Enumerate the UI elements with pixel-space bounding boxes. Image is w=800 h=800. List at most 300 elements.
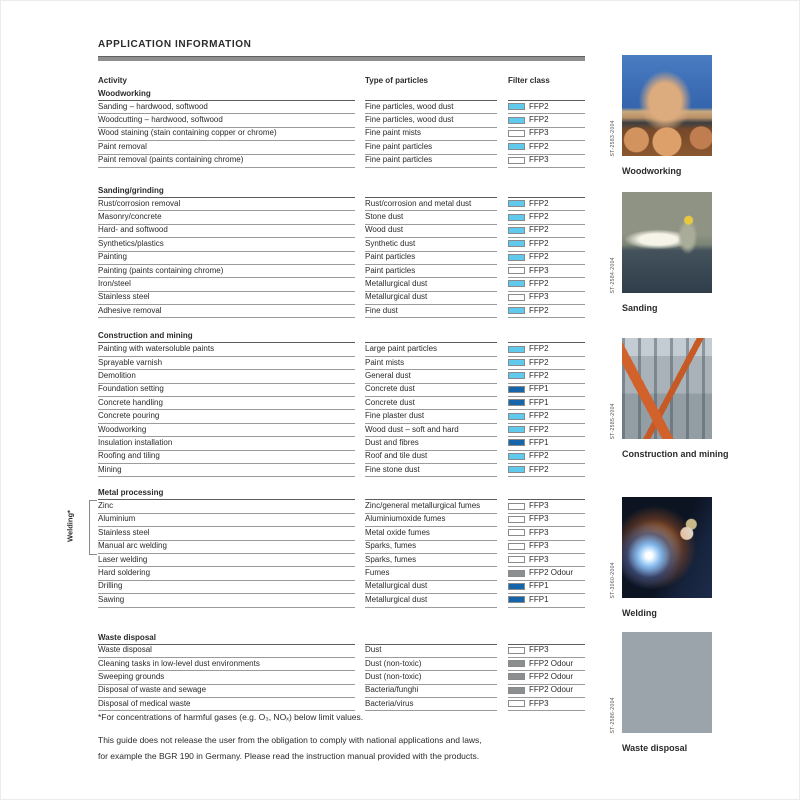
- activity-cell: [98, 291, 355, 305]
- activity-cell: [98, 553, 355, 567]
- filter-cell: [508, 396, 585, 410]
- activity-cell: [98, 237, 355, 251]
- section-title-row: [98, 185, 585, 197]
- filter-cell: [508, 197, 585, 211]
- table-row: [98, 409, 585, 422]
- table-row: [98, 580, 585, 593]
- table-row: [98, 291, 585, 304]
- table-row: [98, 383, 585, 396]
- filter-swatch: [508, 660, 525, 667]
- activity-cell: [98, 657, 355, 671]
- filter-cell: [508, 450, 585, 464]
- particles-cell: [365, 526, 497, 540]
- particles-label: Fine dust: [365, 305, 398, 315]
- activity-cell: [98, 409, 355, 423]
- particles-label: Wood dust: [365, 225, 404, 235]
- filter-swatch: [508, 647, 525, 654]
- activity-cell: [98, 197, 355, 211]
- table-sections: [98, 74, 585, 710]
- filter-cell: [508, 251, 585, 265]
- filter-swatch: [508, 386, 525, 393]
- photo-image: [610, 632, 712, 733]
- table-row: [98, 369, 585, 382]
- activity-cell: [98, 224, 355, 238]
- particles-label: Dust (non-toxic): [365, 658, 422, 668]
- filter-label: FFP1: [529, 594, 549, 604]
- filter-swatch: [508, 413, 525, 420]
- filter-swatch: [508, 503, 525, 510]
- table-row: [98, 593, 585, 606]
- activity-label: Laser welding: [98, 554, 148, 564]
- particles-label: Fine paint particles: [365, 141, 433, 151]
- particles-cell: [365, 396, 497, 410]
- filter-swatch: [508, 103, 525, 110]
- table-row: [98, 100, 585, 113]
- activity-label: Sanding – hardwood, softwood: [98, 101, 208, 111]
- filter-swatch: [508, 157, 525, 164]
- activity-cell: [98, 369, 355, 383]
- filter-swatch: [508, 543, 525, 550]
- table-row: [98, 499, 585, 512]
- particles-label: Dust (non-toxic): [365, 671, 422, 681]
- particles-cell: [365, 277, 497, 291]
- filter-label: FFP3: [529, 698, 549, 708]
- photo-code: ST-2585-2004: [610, 402, 616, 439]
- particles-cell: [365, 409, 497, 423]
- filter-label: FFP3: [529, 554, 549, 564]
- particles-label: Wood dust – soft and hard: [365, 424, 459, 434]
- particles-cell: [365, 697, 497, 711]
- activity-cell: [98, 670, 355, 684]
- activity-cell: [98, 356, 355, 370]
- particles-cell: [365, 369, 497, 383]
- section-title-row: [98, 88, 585, 100]
- activity-cell: [98, 264, 355, 278]
- activity-label: Rust/corrosion removal: [98, 198, 181, 208]
- table-row: [98, 513, 585, 526]
- particles-cell: [365, 342, 497, 356]
- particles-label: Concrete dust: [365, 397, 415, 407]
- photo-image: [610, 338, 712, 439]
- photo-caption: Construction and mining: [622, 449, 729, 459]
- activity-label: Iron/steel: [98, 278, 131, 288]
- section-title-row: [98, 330, 585, 342]
- table-row: [98, 264, 585, 277]
- filter-cell: [508, 697, 585, 711]
- particles-label: Concrete dust: [365, 384, 415, 394]
- particles-label: Paint mists: [365, 357, 405, 367]
- column-header-row: [98, 74, 585, 88]
- filter-label: FFP2 Odour: [529, 671, 574, 681]
- section-title: Sanding/grinding: [98, 185, 355, 198]
- table-row: [98, 356, 585, 369]
- particles-cell: [365, 499, 497, 513]
- filter-label: FFP3: [529, 645, 549, 655]
- table-row: [98, 154, 585, 167]
- activity-cell: [98, 140, 355, 154]
- particles-cell: [365, 684, 497, 698]
- filter-swatch: [508, 294, 525, 301]
- photo-code: ST-2583-2004: [610, 119, 616, 156]
- filter-label: FFP2: [529, 305, 549, 315]
- particles-cell: [365, 140, 497, 154]
- filter-label: FFP3: [529, 514, 549, 524]
- filter-swatch: [508, 583, 525, 590]
- filter-label: FFP2: [529, 424, 549, 434]
- table-row: [98, 304, 585, 317]
- filter-cell: [508, 342, 585, 356]
- section-title: Waste disposal: [98, 632, 355, 645]
- activity-cell: [98, 580, 355, 594]
- activity-label: Stainless steel: [98, 527, 150, 537]
- table-section: [98, 330, 585, 476]
- filter-cell: [508, 140, 585, 154]
- table-row: [98, 540, 585, 553]
- filter-swatch: [508, 214, 525, 221]
- activity-cell: [98, 251, 355, 265]
- filter-swatch: [508, 307, 525, 314]
- table-row: [98, 644, 585, 657]
- particles-label: Paint particles: [365, 265, 416, 275]
- activity-cell: [98, 154, 355, 168]
- filter-label: FFP2: [529, 278, 549, 288]
- filter-label: FFP2: [529, 225, 549, 235]
- particles-cell: [365, 197, 497, 211]
- filter-label: FFP2: [529, 344, 549, 354]
- filter-label: FFP2: [529, 198, 549, 208]
- activity-label: Woodcutting – hardwood, softwood: [98, 115, 223, 125]
- photo-code: ST-3060-2004: [610, 561, 616, 598]
- photo-caption: Welding: [622, 608, 657, 618]
- filter-label: FFP3: [529, 292, 549, 302]
- activity-label: Insulation installation: [98, 437, 173, 447]
- particles-label: General dust: [365, 370, 411, 380]
- filter-cell: [508, 383, 585, 397]
- filter-label: FFP3: [529, 527, 549, 537]
- table-row: [98, 423, 585, 436]
- photo-caption: Woodworking: [622, 166, 682, 176]
- photo-code: ST-2584-2004: [610, 256, 616, 293]
- particles-cell: [365, 113, 497, 127]
- photo-image: [610, 55, 712, 156]
- particles-label: Metallurgical dust: [365, 581, 428, 591]
- particles-label: Metallurgical dust: [365, 292, 428, 302]
- filter-cell: [508, 264, 585, 278]
- table-row: [98, 277, 585, 290]
- section-title: Woodworking: [98, 88, 355, 101]
- particles-cell: [365, 436, 497, 450]
- filter-swatch: [508, 254, 525, 261]
- particles-label: Sparks, fumes: [365, 541, 417, 551]
- filter-label: FFP3: [529, 501, 549, 511]
- activity-cell: [98, 526, 355, 540]
- filter-label: FFP3: [529, 128, 549, 138]
- activity-label: Wood staining (stain containing copper or chrome): [98, 128, 277, 138]
- photo-block: [610, 632, 712, 753]
- table-row: [98, 566, 585, 579]
- activity-cell: [98, 100, 355, 114]
- activity-cell: [98, 644, 355, 658]
- filter-swatch: [508, 359, 525, 366]
- activity-label: Masonry/concrete: [98, 212, 162, 222]
- filter-label: FFP1: [529, 397, 549, 407]
- filter-label: FFP2: [529, 370, 549, 380]
- filter-swatch: [508, 143, 525, 150]
- particles-cell: [365, 251, 497, 265]
- photo-block: [610, 192, 712, 313]
- welding-bracket: [89, 500, 97, 555]
- column-header-activity: Activity: [98, 76, 127, 85]
- column-header-particles: Type of particles: [365, 76, 428, 85]
- table-section: [98, 632, 585, 711]
- filter-cell: [508, 291, 585, 305]
- photo-block: [610, 497, 712, 618]
- photo-column: [610, 0, 792, 800]
- filter-swatch: [508, 596, 525, 603]
- particles-label: Fine particles, wood dust: [365, 101, 454, 111]
- filter-cell: [508, 436, 585, 450]
- filter-label: FFP1: [529, 437, 549, 447]
- activity-label: Concrete pouring: [98, 411, 160, 421]
- particles-cell: [365, 553, 497, 567]
- particles-label: Metallurgical dust: [365, 278, 428, 288]
- filter-label: FFP2: [529, 141, 549, 151]
- activity-cell: [98, 342, 355, 356]
- activity-label: Disposal of waste and sewage: [98, 685, 207, 695]
- filter-swatch: [508, 426, 525, 433]
- activity-label: Painting with watersoluble paints: [98, 344, 215, 354]
- table-row: [98, 450, 585, 463]
- particles-label: Fumes: [365, 568, 390, 578]
- activity-cell: [98, 113, 355, 127]
- filter-cell: [508, 369, 585, 383]
- filter-cell: [508, 113, 585, 127]
- filter-cell: [508, 409, 585, 423]
- activity-label: Hard- and softwood: [98, 225, 168, 235]
- activity-cell: [98, 463, 355, 477]
- particles-label: Metallurgical dust: [365, 594, 428, 604]
- table-section: [98, 487, 585, 606]
- activity-label: Zinc: [98, 501, 114, 511]
- filter-cell: [508, 154, 585, 168]
- photo-block: [610, 55, 712, 176]
- table-row: [98, 526, 585, 539]
- filter-cell: [508, 526, 585, 540]
- filter-swatch: [508, 439, 525, 446]
- section-title-row: [98, 632, 585, 644]
- filter-label: FFP2: [529, 115, 549, 125]
- particles-cell: [365, 127, 497, 141]
- activity-label: Adhesive removal: [98, 305, 162, 315]
- particles-cell: [365, 264, 497, 278]
- table-row: [98, 224, 585, 237]
- filter-swatch: [508, 516, 525, 523]
- filter-label: FFP2: [529, 451, 549, 461]
- column-header-filter: Filter class: [508, 76, 550, 85]
- filter-swatch: [508, 200, 525, 207]
- filter-swatch: [508, 372, 525, 379]
- table-row: [98, 670, 585, 683]
- activity-cell: [98, 383, 355, 397]
- particles-label: Fine paint particles: [365, 155, 433, 165]
- filter-swatch: [508, 556, 525, 563]
- table-row: [98, 342, 585, 355]
- particles-cell: [365, 100, 497, 114]
- activity-label: Sweeping grounds: [98, 671, 165, 681]
- activity-cell: [98, 513, 355, 527]
- filter-swatch: [508, 280, 525, 287]
- section-title-row: [98, 487, 585, 499]
- particles-cell: [365, 383, 497, 397]
- filter-cell: [508, 224, 585, 238]
- activity-cell: [98, 277, 355, 291]
- photo-caption: Waste disposal: [622, 743, 688, 753]
- filter-swatch: [508, 529, 525, 536]
- filter-cell: [508, 356, 585, 370]
- activity-label: Stainless steel: [98, 292, 150, 302]
- filter-cell: [508, 644, 585, 658]
- particles-cell: [365, 644, 497, 658]
- filter-label: FFP3: [529, 541, 549, 551]
- activity-label: Painting (paints containing chrome): [98, 265, 224, 275]
- particles-cell: [365, 224, 497, 238]
- filter-swatch: [508, 570, 525, 577]
- activity-cell: [98, 684, 355, 698]
- table-row: [98, 396, 585, 409]
- activity-label: Manual arc welding: [98, 541, 167, 551]
- activity-label: Paint removal (paints containing chrome): [98, 155, 244, 165]
- filter-cell: [508, 670, 585, 684]
- particles-cell: [365, 566, 497, 580]
- filter-cell: [508, 540, 585, 554]
- filter-label: FFP2: [529, 464, 549, 474]
- particles-label: Bacteria/funghi: [365, 685, 419, 695]
- filter-cell: [508, 580, 585, 594]
- particles-label: Paint particles: [365, 252, 416, 262]
- table-row: [98, 113, 585, 126]
- activity-label: Synthetics/plastics: [98, 238, 164, 248]
- particles-label: Bacteria/virus: [365, 698, 414, 708]
- particles-label: Zinc/general metallurgical fumes: [365, 501, 481, 511]
- photo-code: ST-2586-2004: [610, 696, 616, 733]
- table-row: [98, 436, 585, 449]
- particles-label: Fine particles, wood dust: [365, 115, 454, 125]
- activity-label: Woodworking: [98, 424, 147, 434]
- particles-cell: [365, 237, 497, 251]
- activity-label: Sawing: [98, 594, 125, 604]
- activity-cell: [98, 499, 355, 513]
- filter-label: FFP2: [529, 252, 549, 262]
- filter-cell: [508, 423, 585, 437]
- photo-caption: Sanding: [622, 303, 658, 313]
- filter-swatch: [508, 130, 525, 137]
- filter-label: FFP2 Odour: [529, 685, 574, 695]
- filter-swatch: [508, 673, 525, 680]
- welding-vertical-label: Welding*: [65, 510, 75, 543]
- activity-label: Mining: [98, 464, 122, 474]
- filter-cell: [508, 277, 585, 291]
- filter-cell: [508, 237, 585, 251]
- activity-cell: [98, 304, 355, 318]
- page-title: APPLICATION INFORMATION: [98, 39, 252, 50]
- particles-label: Metal oxide fumes: [365, 527, 430, 537]
- activity-label: Disposal of medical waste: [98, 698, 191, 708]
- particles-label: Fine stone dust: [365, 464, 420, 474]
- activity-label: Painting: [98, 252, 127, 262]
- activity-cell: [98, 540, 355, 554]
- filter-cell: [508, 127, 585, 141]
- activity-cell: [98, 450, 355, 464]
- filter-cell: [508, 210, 585, 224]
- photo-image: [610, 497, 712, 598]
- disclaimer-line: This guide does not release the user from the obligation to comply with national applications and laws,: [98, 735, 482, 745]
- activity-cell: [98, 210, 355, 224]
- table-row: [98, 553, 585, 566]
- activity-cell: [98, 566, 355, 580]
- particles-cell: [365, 210, 497, 224]
- filter-swatch: [508, 240, 525, 247]
- filter-label: FFP2: [529, 238, 549, 248]
- activity-label: Concrete handling: [98, 397, 163, 407]
- particles-label: Roof and tile dust: [365, 451, 428, 461]
- filter-swatch: [508, 687, 525, 694]
- filter-swatch: [508, 453, 525, 460]
- filter-swatch: [508, 267, 525, 274]
- particles-cell: [365, 304, 497, 318]
- filter-label: FFP1: [529, 384, 549, 394]
- table-row: [98, 697, 585, 710]
- table-section: [98, 185, 585, 318]
- filter-cell: [508, 304, 585, 318]
- particles-label: Fine paint mists: [365, 128, 422, 138]
- filter-label: FFP3: [529, 265, 549, 275]
- table-row: [98, 463, 585, 476]
- particles-cell: [365, 291, 497, 305]
- filter-label: FFP2: [529, 357, 549, 367]
- activity-label: Cleaning tasks in low-level dust environments: [98, 658, 260, 668]
- particles-cell: [365, 593, 497, 607]
- photo-image: [610, 192, 712, 293]
- filter-label: FFP3: [529, 155, 549, 165]
- section-title: Metal processing: [98, 487, 355, 500]
- activity-cell: [98, 396, 355, 410]
- activity-cell: [98, 436, 355, 450]
- particles-cell: [365, 463, 497, 477]
- activity-cell: [98, 423, 355, 437]
- filter-swatch: [508, 700, 525, 707]
- table-row: [98, 197, 585, 210]
- table-row: [98, 684, 585, 697]
- footnote: *For concentrations of harmful gases (e.g. O₃, NOₓ) below limit values.: [98, 712, 364, 722]
- disclaimer: [98, 733, 482, 764]
- table-row: [98, 657, 585, 670]
- activity-cell: [98, 697, 355, 711]
- filter-label: FFP2 Odour: [529, 568, 574, 578]
- particles-cell: [365, 154, 497, 168]
- table-row: [98, 210, 585, 223]
- particles-cell: [365, 423, 497, 437]
- particles-label: Rust/corrosion and metal dust: [365, 198, 472, 208]
- activity-label: Sprayable varnish: [98, 357, 163, 367]
- particles-label: Aluminiumoxide fumes: [365, 514, 446, 524]
- activity-label: Demolition: [98, 370, 136, 380]
- table-row: [98, 140, 585, 153]
- table-row: [98, 237, 585, 250]
- particles-label: Fine plaster dust: [365, 411, 425, 421]
- particles-label: Synthetic dust: [365, 238, 416, 248]
- filter-label: FFP2: [529, 212, 549, 222]
- particles-label: Dust and fibres: [365, 437, 419, 447]
